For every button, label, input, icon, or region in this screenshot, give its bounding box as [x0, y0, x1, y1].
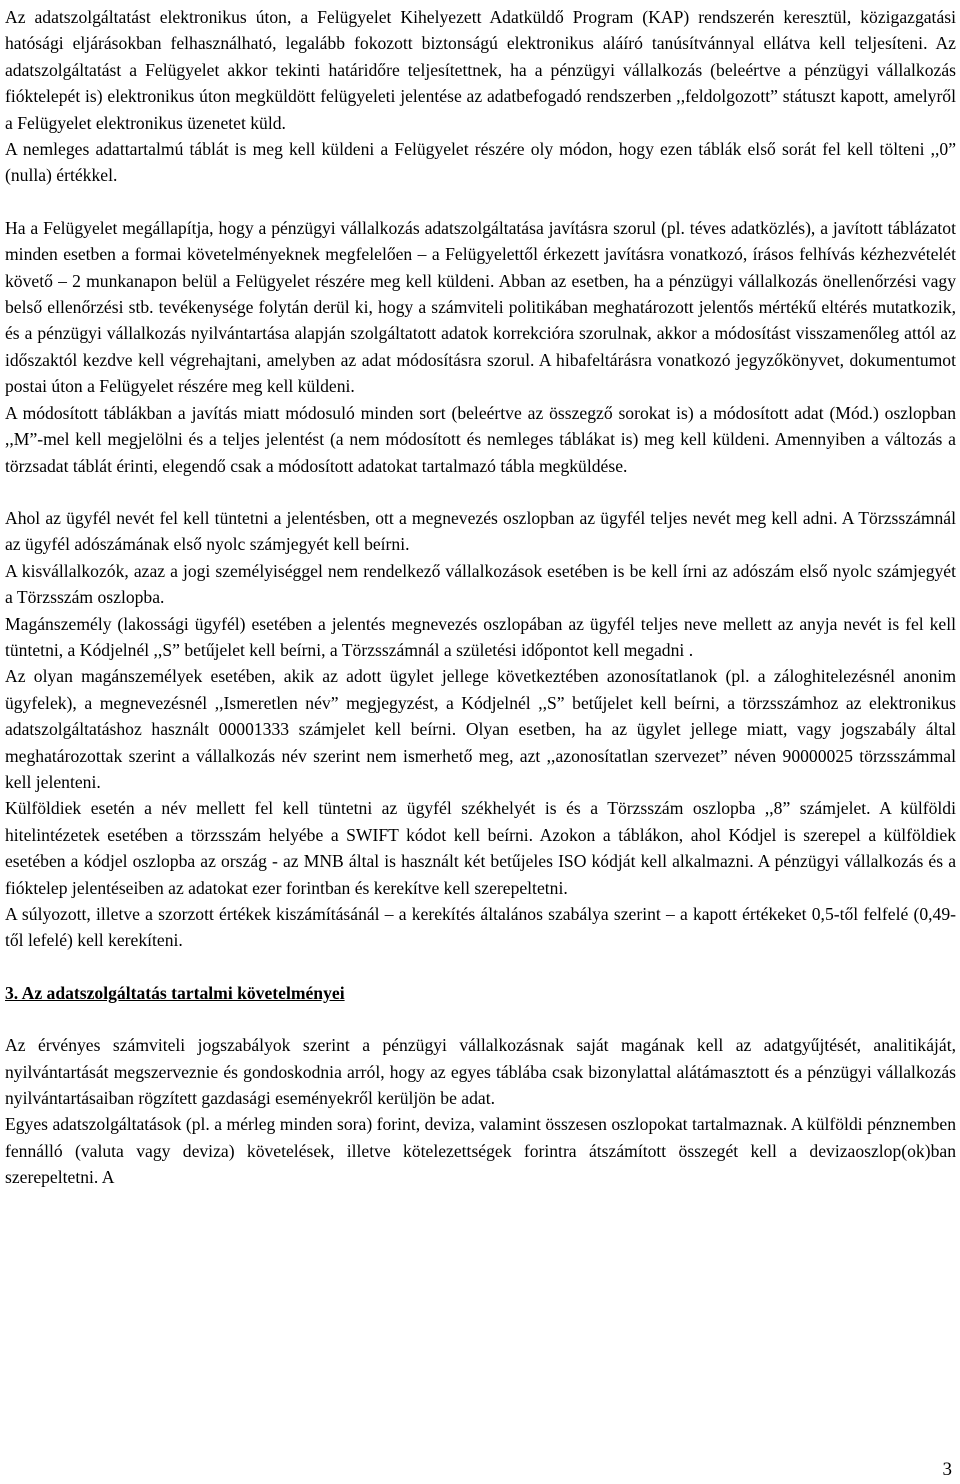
paragraph: A módosított táblákban a javítás miatt módosuló minden sort (beleértve az összegző sorokat is) a módosított adat (Mód.) oszlopban ,,M”-mel kell megjelölni és a teljes jelentést (a nem módosított és nemleges táblákat is) meg kell küldeni. Amennyiben a változás a törzsadat táblát érinti, elegendő csak a módosított adatokat tartalmazó tábla megküldése.: [5, 402, 956, 476]
paragraph: Ha a Felügyelet megállapítja, hogy a pénzügyi vállalkozás adatszolgáltatása javításra szorul (pl. téves adatközlés), a javított táblázatot minden esetben a formai követelményeknek megfelelően – a Felügyelettől érkezett javításra vonatkozó, írásos felhívás kézhezvételét követő – 2 munkanapon belül a Felügyelet részére meg kell küldeni. Abban az esetben, ha a pénzügyi vállalkozás önellenőrzési vagy belső ellenőrzési stb. tevékenysége folytán derül ki, hogy a számviteli politikában meghatározott jelentős mértékű eltérés mutatkozik, és a pénzügyi vállalkozás nyilvántartása alapján szolgáltatott adatok korrekcióra szorulnak, akkor a módosítást visszamenőleg attól az időszaktól kezdve kell végrehajtani, amelyben az adat módosításra szorul. A hibafeltárásra vonatkozó jegyzőkönyvet, dokumentumot postai úton a Felügyelet részére meg kell küldeni.: [5, 217, 956, 397]
paragraph: Egyes adatszolgáltatások (pl. a mérleg minden sora) forint, deviza, valamint összesen oszlopokat tartalmaznak. A külföldi pénznemben fennálló (valuta vagy deviza) követelések, illetve kötelezettségek forintra átszámított összegét kell a devizaoszlop(ok)ban szerepeltetni. A: [5, 1114, 956, 1188]
paragraph: A kisvállalkozók, azaz a jogi személyiséggel nem rendelkező vállalkozások esetében is be kell írni az adószám első nyolc számjegyét a Törzsszám oszlopba.: [5, 560, 956, 608]
paragraph: Az érvényes számviteli jogszabályok szerint a pénzügyi vállalkozásnak saját magának kell az adatgyűjtését, analitikáját, nyilvántartását megszerveznie és gondoskodnia arról, hogy az egyes táblába csak bizonylattal alátámasztott és a pénzügyi vállalkozás nyilvántartásaiban rögzített gazdasági eseményekről kerüljön be adat.: [5, 1035, 956, 1109]
paragraph-gap: [5, 1006, 956, 1032]
paragraph-gap: [5, 954, 956, 980]
paragraph: A súlyozott, illetve a szorzott értékek kiszámításánál – a kerekítés általános szabálya szerint – a kapott értékeket 0,5-től felfelé (0,49-től lefelé) kell kerekíteni.: [5, 904, 956, 951]
paragraph: Ahol az ügyfél nevét fel kell tüntetni a jelentésben, ott a megnevezés oszlopban az ügyfél teljes nevét meg kell adni. A Törzsszámnál az ügyfél adószámának első nyolc számjegyét kell beírni.: [5, 507, 956, 555]
paragraph-gap: [5, 189, 956, 215]
paragraph: Külföldiek esetén a név mellett fel kell tüntetni az ügyfél székhelyét is és a Törzsszám oszlopba ,,8” számjelet. A külföldi hitelintézetek esetében a törzsszám helyébe a SWIFT kódot kell beírni. Azokon a táblákon, ahol Kódjel is szerepel a külföldiek esetében a kódjel oszlopba az ország - az MNB által is használt két betűjeles ISO kódját kell alkalmazni. A pénzügyi vállalkozás és a fióktelep jelentéseiben az adatokat ezer forintban és kerekítve kell szerepeltetni.: [5, 798, 956, 898]
paragraph: Az adatszolgáltatást elektronikus úton, a Felügyelet Kihelyezett Adatküldő Program (KAP) rendszerén keresztül, közigazgatási hatósági eljárásokban felhasználható, legalább fokozott biztonságú elektronikus aláíró tanúsítvánnyal ellátva kell teljesíteni. Az adatszolgáltatást a Felügyelet akkor tekinti határidőre teljesítettnek, ha a pénzügyi vállalkozás (beleértve a pénzügyi vállalkozás fióktelepét is) elektronikus úton megküldött felügyeleti jelentése az adatbefogadó rendszerben ,,feldolgozott” státuszt kapott, amelyről a Felügyelet elektronikus üzenetet küld.: [5, 7, 956, 133]
section-heading-text: 3. Az adatszolgáltatás tartalmi követelményei: [5, 982, 345, 1003]
document-page: [5, 4, 956, 1191]
paragraph: A nemleges adattartalmú táblát is meg kell küldeni a Felügyelet részére oly módon, hogy ezen táblák első sorát fel kell tölteni ,,0” (nulla) értékkel.: [5, 139, 956, 186]
paragraph: Az olyan magánszemélyek esetében, akik az adott ügylet jellege következtében azonosítatlanok (pl. a záloghitelezésnél anonim ügyfelek), a megnevezésnél ,,Ismeretlen név” megjegyzést, a Kódjelnél ,,S” betűjelet kell beírni, a törzsszámhoz az elektronikus adatszolgáltatáshoz használt 00001333 számjelet kell beírni. Olyan esetben, ha az ügylet jellege miatt, vagy jogszabály által meghatározottak szerint a vállalkozás név szerint nem ismerhető meg, azt ,,azonosítatlan szervezet” néven 90000025 törzsszámmal kell jelenteni.: [5, 666, 956, 792]
section-heading: [5, 980, 956, 1006]
page-number: 3: [942, 1459, 952, 1480]
paragraph: Magánszemély (lakossági ügyfél) esetében a jelentés megnevezés oszlopában az ügyfél teljes neve mellett az anyja nevét is fel kell tüntetni, a Kódjelnél ,,S” betűjelet kell beírni, a Törzsszámnál a születési időpontot kell megadni .: [5, 613, 956, 660]
paragraph-gap: [5, 479, 956, 505]
